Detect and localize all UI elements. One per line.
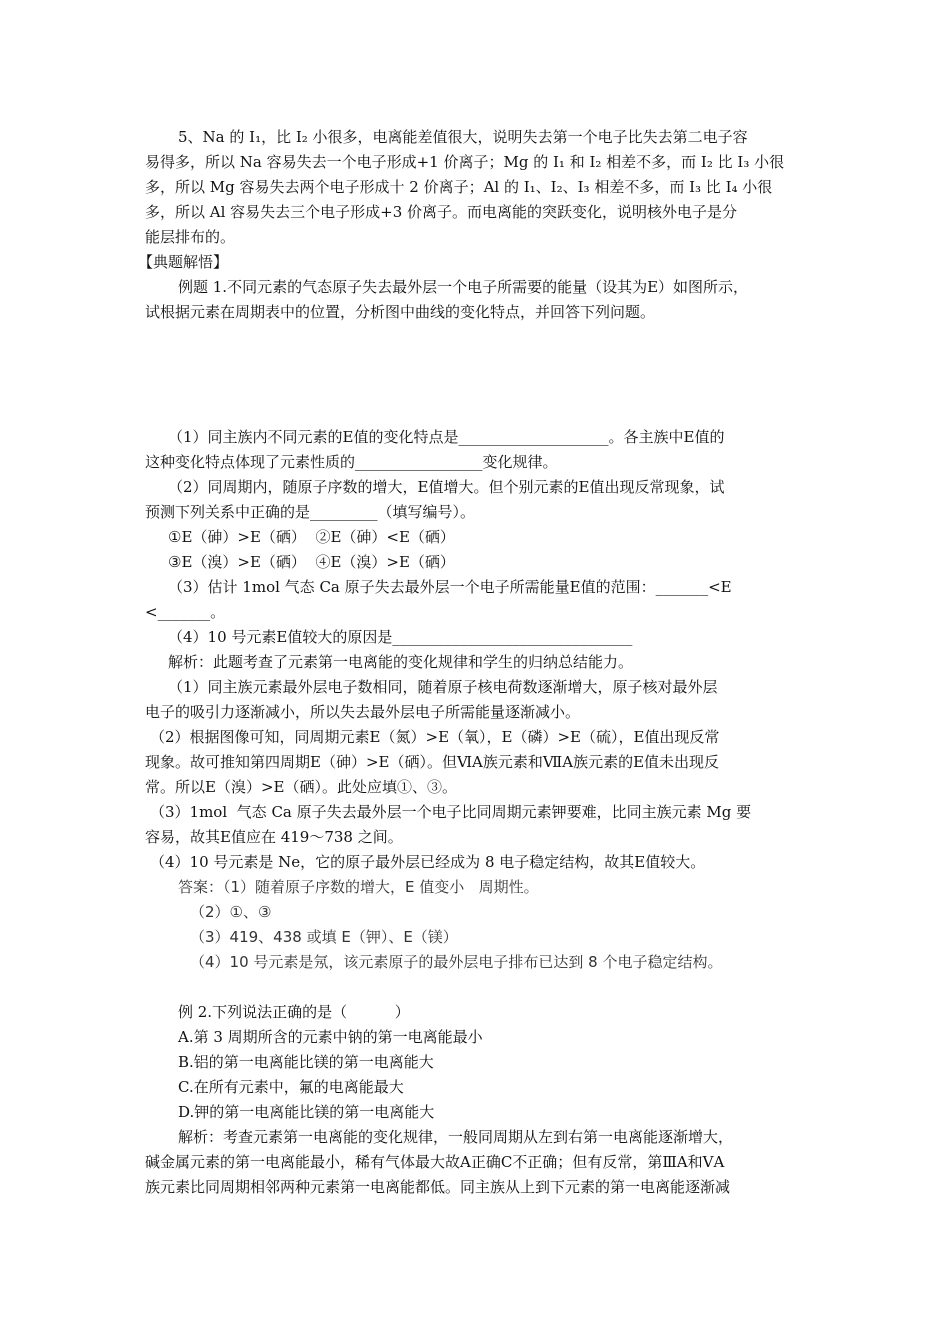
- analysis-line: 解析：考查元素第一电离能的变化规律，一般同周期从左到右第一电离能逐渐增大，: [178, 1128, 734, 1146]
- answer-line: （3）419、438 或填 E（钾）、E（镁）: [190, 928, 458, 946]
- option-line: A.第 3 周期所含的元素中钠的第一电离能最小: [178, 1028, 483, 1046]
- paragraph-line: 例题 1.不同元素的气态原子失去最外层一个电子所需要的能量（设其为E）如图所示，: [178, 278, 749, 296]
- analysis-line: 常。所以E（溴）>E（硒）。此处应填①、③。: [145, 778, 457, 796]
- answer-line: （4）10 号元素是氖，该元素原子的最外层电子排布已达到 8 个电子稳定结构。: [190, 953, 723, 971]
- analysis-line: 碱金属元素的第一电离能最小，稀有气体最大故A正确C不正确；但有反常，第ⅢA和ⅤA: [145, 1153, 725, 1171]
- analysis-line: 容易，故其E值应在 419～738 之间。: [145, 828, 403, 846]
- paragraph-line: 能层排布的。: [145, 228, 236, 246]
- paragraph-line: 试根据元素在周期表中的位置，分析图中曲线的变化特点，并回答下列问题。: [145, 303, 656, 321]
- question-line: 例 2.下列说法正确的是（ ）: [178, 1003, 410, 1021]
- paragraph-line: 多，所以 Mg 容易失去两个电子形成十 2 价离子；Al 的 I₁、I₂、I₃ 相差不多，而 I₃ 比 I₄ 小很: [145, 178, 773, 196]
- analysis-line: 解析：此题考查了元素第一电离能的变化规律和学生的归纳总结能力。: [168, 653, 634, 671]
- question-line: 这种变化特点体现了元素性质的_________________变化规律。: [145, 453, 558, 471]
- analysis-line: 现象。故可推知第四周期E（砷）>E（硒）。但ⅥA族元素和ⅦA族元素的E值未出现反: [145, 753, 720, 771]
- analysis-line: （2）根据图像可知，同周期元素E（氮）>E（氧），E（磷）>E（硫），E值出现反常: [150, 728, 720, 746]
- answer-line: （2）①、③: [190, 903, 272, 921]
- option-line: D.钾的第一电离能比镁的第一电离能大: [178, 1103, 435, 1121]
- analysis-line: 族元素比同周期相邻两种元素第一电离能都低。同主族从上到下元素的第一电离能逐渐减: [145, 1178, 731, 1196]
- analysis-line: （3）1mol 气态 Ca 原子失去最外层一个电子比同周期元素钾要难，比同主族元素 Mg 要: [150, 803, 752, 821]
- option-line: C.在所有元素中，氟的电离能最大: [178, 1078, 404, 1096]
- question-line: （4）10 号元素E值较大的原因是________________________________: [168, 628, 633, 646]
- question-line: （3）估计 1mol 气态 Ca 原子失去最外层一个电子所需能量E值的范围：_______<E: [168, 578, 732, 596]
- analysis-line: （1）同主族元素最外层电子数相同，随着原子核电荷数逐渐增大，原子核对最外层: [168, 678, 718, 696]
- analysis-line: 电子的吸引力逐渐减小，所以失去最外层电子所需能量逐渐减小。: [145, 703, 581, 721]
- missing-figure-area: [145, 333, 805, 413]
- question-line: <_______。: [145, 603, 226, 621]
- question-line: 预测下列关系中正确的是_________（填写编号）。: [145, 503, 476, 521]
- question-line: （2）同周期内，随原子序数的增大，E值增大。但个别元素的E值出现反常现象，试: [168, 478, 725, 496]
- analysis-line: （4）10 号元素是 Ne，它的原子最外层已经成为 8 电子稳定结构，故其E值较大。: [150, 853, 706, 871]
- paragraph-line: 易得多，所以 Na 容易失去一个电子形成+1 价离子；Mg 的 I₁ 和 I₂ 相差不多，而 I₂ 比 I₃ 小很: [145, 153, 785, 171]
- paragraph-line: 多，所以 Al 容易失去三个电子形成+3 价离子。而电离能的突跃变化，说明核外电子是分: [145, 203, 738, 221]
- answer-line: 答案：（1）随着原子序数的增大，E 值变小 周期性。: [178, 878, 539, 896]
- option-line: B.铝的第一电离能比镁的第一电离能大: [178, 1053, 434, 1071]
- paragraph-line: 5、Na 的 I₁，比 I₂ 小很多，电离能差值很大，说明失去第一个电子比失去第二电子容: [178, 128, 748, 146]
- option-line: ③E（溴）>E（硒） ④E（溴）>E（硒）: [168, 553, 455, 571]
- question-line: （1）同主族内不同元素的E值的变化特点是____________________。各主族中E值的: [168, 428, 725, 446]
- section-heading: 【典题解悟】: [138, 253, 229, 271]
- option-line: ①E（砷）>E（硒） ②E（砷）<E（硒）: [168, 528, 455, 546]
